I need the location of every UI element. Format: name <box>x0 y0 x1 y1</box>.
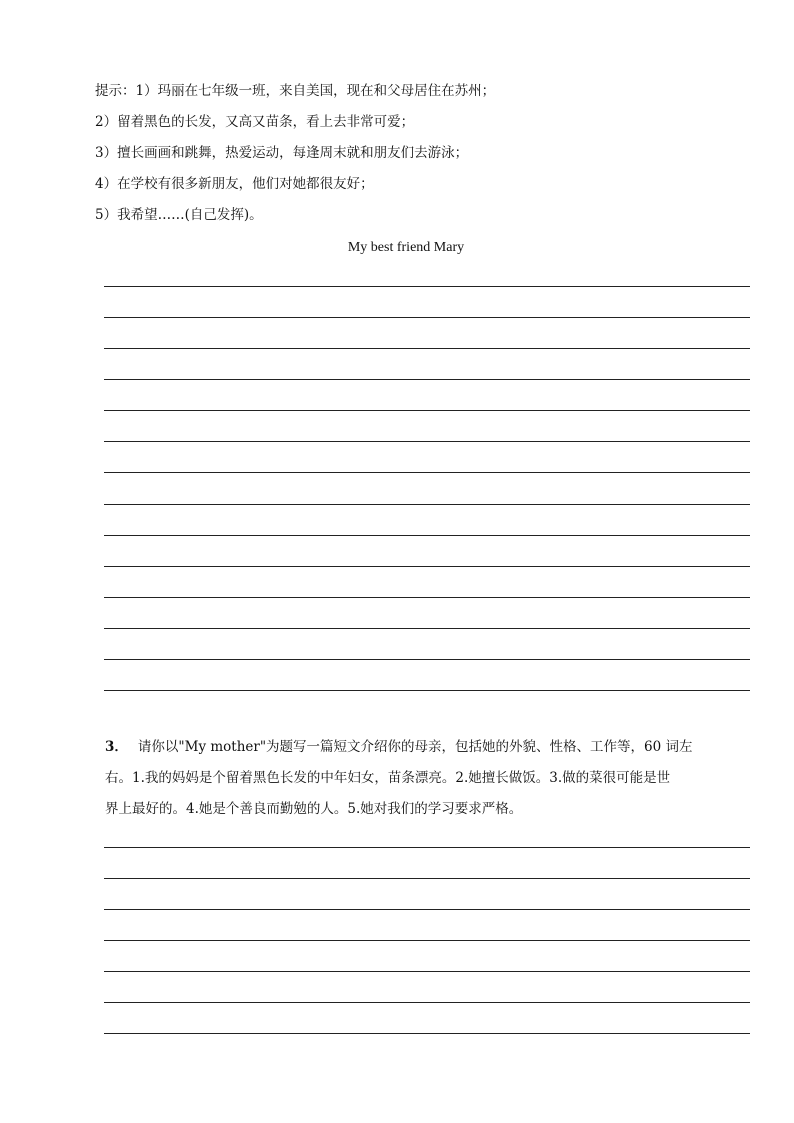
writing-line <box>104 379 750 380</box>
writing-line <box>104 1002 750 1003</box>
writing-line <box>104 1033 750 1034</box>
hint-line-4: 4）在学校有很多新朋友，他们对她都很友好； <box>95 176 374 192</box>
writing-line <box>104 472 750 473</box>
question-3-prompt: 请你以"My mother"为题写一篇短文介绍你的母亲，包括她的外貌、性格、工作等，60 词左 <box>137 739 693 755</box>
writing-line <box>104 317 750 318</box>
writing-line <box>104 878 750 879</box>
writing-line <box>104 348 750 349</box>
question-3-line-2: 右。1.我的妈妈是个留着黑色长发的中年妇女，苗条漂亮。2.她擅长做饭。3.做的菜很可能是世 <box>105 770 671 786</box>
writing-line <box>104 971 750 972</box>
writing-line <box>104 597 750 598</box>
essay-title: My best friend Mary <box>347 240 465 255</box>
writing-line <box>104 286 750 287</box>
writing-line <box>104 909 750 910</box>
hint-line-1: 提示：1）玛丽在七年级一班，来自美国，现在和父母居住在苏州； <box>95 83 496 99</box>
hint-line-2: 2）留着黑色的长发，又高又苗条，看上去非常可爱； <box>95 114 415 130</box>
writing-line <box>104 659 750 660</box>
writing-line <box>104 628 750 629</box>
writing-line <box>104 504 750 505</box>
writing-line <box>104 690 750 691</box>
question-3-line-3: 界上最好的。4.她是个善良而勤勉的人。5.她对我们的学习要求严格。 <box>105 801 523 817</box>
question-number: 3． <box>105 739 128 755</box>
writing-line <box>104 441 750 442</box>
question-3-line-1 <box>105 738 750 756</box>
hint-line-5: 5）我希望……(自己发挥)。 <box>95 207 263 223</box>
writing-line <box>104 940 750 941</box>
writing-line <box>104 410 750 411</box>
writing-line <box>104 535 750 536</box>
hint-line-3: 3）擅长画画和跳舞，热爱运动，每逢周末就和朋友们去游泳； <box>95 145 469 161</box>
writing-line <box>104 566 750 567</box>
writing-line <box>104 847 750 848</box>
